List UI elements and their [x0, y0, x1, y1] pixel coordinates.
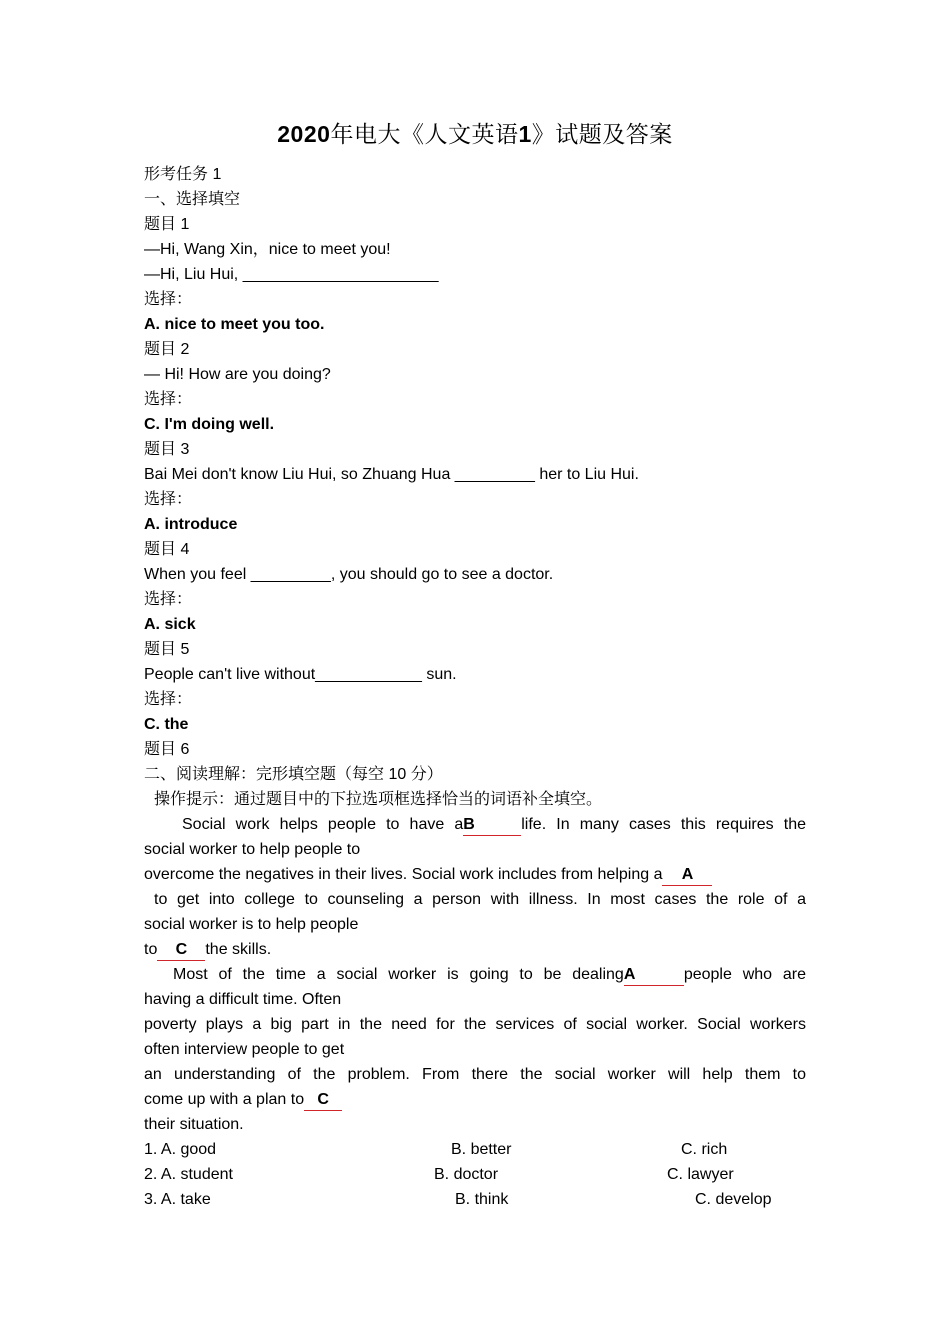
option-row-2 — [144, 1162, 806, 1187]
option-c: C. lawyer — [667, 1166, 734, 1183]
title-number: 1 — [518, 121, 532, 147]
choose-label: 选择： — [144, 291, 193, 308]
title-end: 》试题及答案 — [531, 121, 673, 147]
question-text: When you feel _________, you should go to see a doctor. — [144, 566, 554, 583]
passage-line: their situation. — [144, 1116, 244, 1133]
option-b: B. think — [455, 1191, 509, 1208]
passage-line: having a difficult time. Often — [144, 991, 342, 1008]
passage-line: Social work helps people to have aB life. In many cases this requires the — [144, 812, 806, 837]
option-a: 1. A. good — [144, 1141, 217, 1158]
section-heading-1: 一、选择填空 — [144, 191, 241, 208]
operation-hint: 操作提示：通过题目中的下拉选项框选择恰当的词语补全填空。 — [154, 791, 603, 808]
answer-blank-3[interactable]: C — [157, 940, 205, 961]
choose-label: 选择： — [144, 691, 193, 708]
section-heading-2: 二、阅读理解：完形填空题（每空 10 分） — [144, 766, 443, 783]
answer-text: C. the — [144, 716, 189, 733]
answer-text: A. sick — [144, 616, 196, 633]
question-label: 题目 4 — [144, 541, 190, 558]
passage-line: come up with a plan to C — [144, 1087, 806, 1112]
answer-text: A. nice to meet you too. — [144, 316, 325, 333]
passage-line: social worker to help people to — [144, 841, 361, 858]
passage-line: an understanding of the problem. From there the social worker will help them to — [144, 1066, 806, 1083]
question-text: Bai Mei don't know Liu Hui, so Zhuang Hua _________ her to Liu Hui. — [144, 466, 639, 483]
title-year: 2020 — [277, 121, 331, 147]
option-b: B. doctor — [434, 1166, 499, 1183]
question-text: — Hi! How are you doing? — [144, 366, 331, 383]
option-c: C. develop — [695, 1191, 772, 1208]
question-label: 题目 3 — [144, 441, 190, 458]
passage-line: overcome the negatives in their lives. Social work includes from helping a A — [144, 862, 806, 887]
option-a: 3. A. take — [144, 1191, 211, 1208]
question-text: —Hi, Liu Hui, ______________________ — [144, 266, 439, 283]
choose-label: 选择： — [144, 391, 193, 408]
title-middle: 年电大《人文英语 — [330, 121, 519, 147]
passage-line: to C the skills. — [144, 937, 806, 962]
option-b: B. better — [451, 1141, 512, 1158]
answer-blank-5[interactable]: C — [304, 1090, 342, 1111]
option-row-1 — [144, 1137, 806, 1162]
question-label: 题目 6 — [144, 741, 190, 758]
choose-label: 选择： — [144, 591, 193, 608]
option-row-3 — [144, 1187, 806, 1212]
task-heading: 形考任务 1 — [144, 166, 222, 183]
passage-line: poverty plays a big part in the need for the services of social worker. Social workers — [144, 1016, 806, 1033]
answer-blank-1[interactable]: B — [463, 815, 521, 836]
question-label: 题目 2 — [144, 341, 190, 358]
passage-line: Most of the time a social worker is going to be dealingA people who are — [144, 962, 806, 987]
document-body — [144, 162, 806, 1212]
passage-line: often interview people to get — [144, 1041, 345, 1058]
option-c: C. rich — [681, 1141, 728, 1158]
answer-text: C. I'm doing well. — [144, 416, 275, 433]
question-label: 题目 5 — [144, 641, 190, 658]
answer-blank-4[interactable]: A — [624, 965, 684, 986]
document-title — [0, 116, 950, 149]
choose-label: 选择： — [144, 491, 193, 508]
option-a: 2. A. student — [144, 1166, 233, 1183]
question-text: —Hi, Wang Xin，nice to meet you! — [144, 241, 391, 258]
answer-text: A. introduce — [144, 516, 238, 533]
answer-blank-2[interactable]: A — [662, 865, 712, 886]
question-text: People can't live without____________ sun. — [144, 666, 457, 683]
question-label: 题目 1 — [144, 216, 190, 233]
passage-line: to get into college to counseling a person with illness. In most cases the role of a — [154, 891, 806, 908]
passage-line: social worker is to help people — [144, 916, 359, 933]
